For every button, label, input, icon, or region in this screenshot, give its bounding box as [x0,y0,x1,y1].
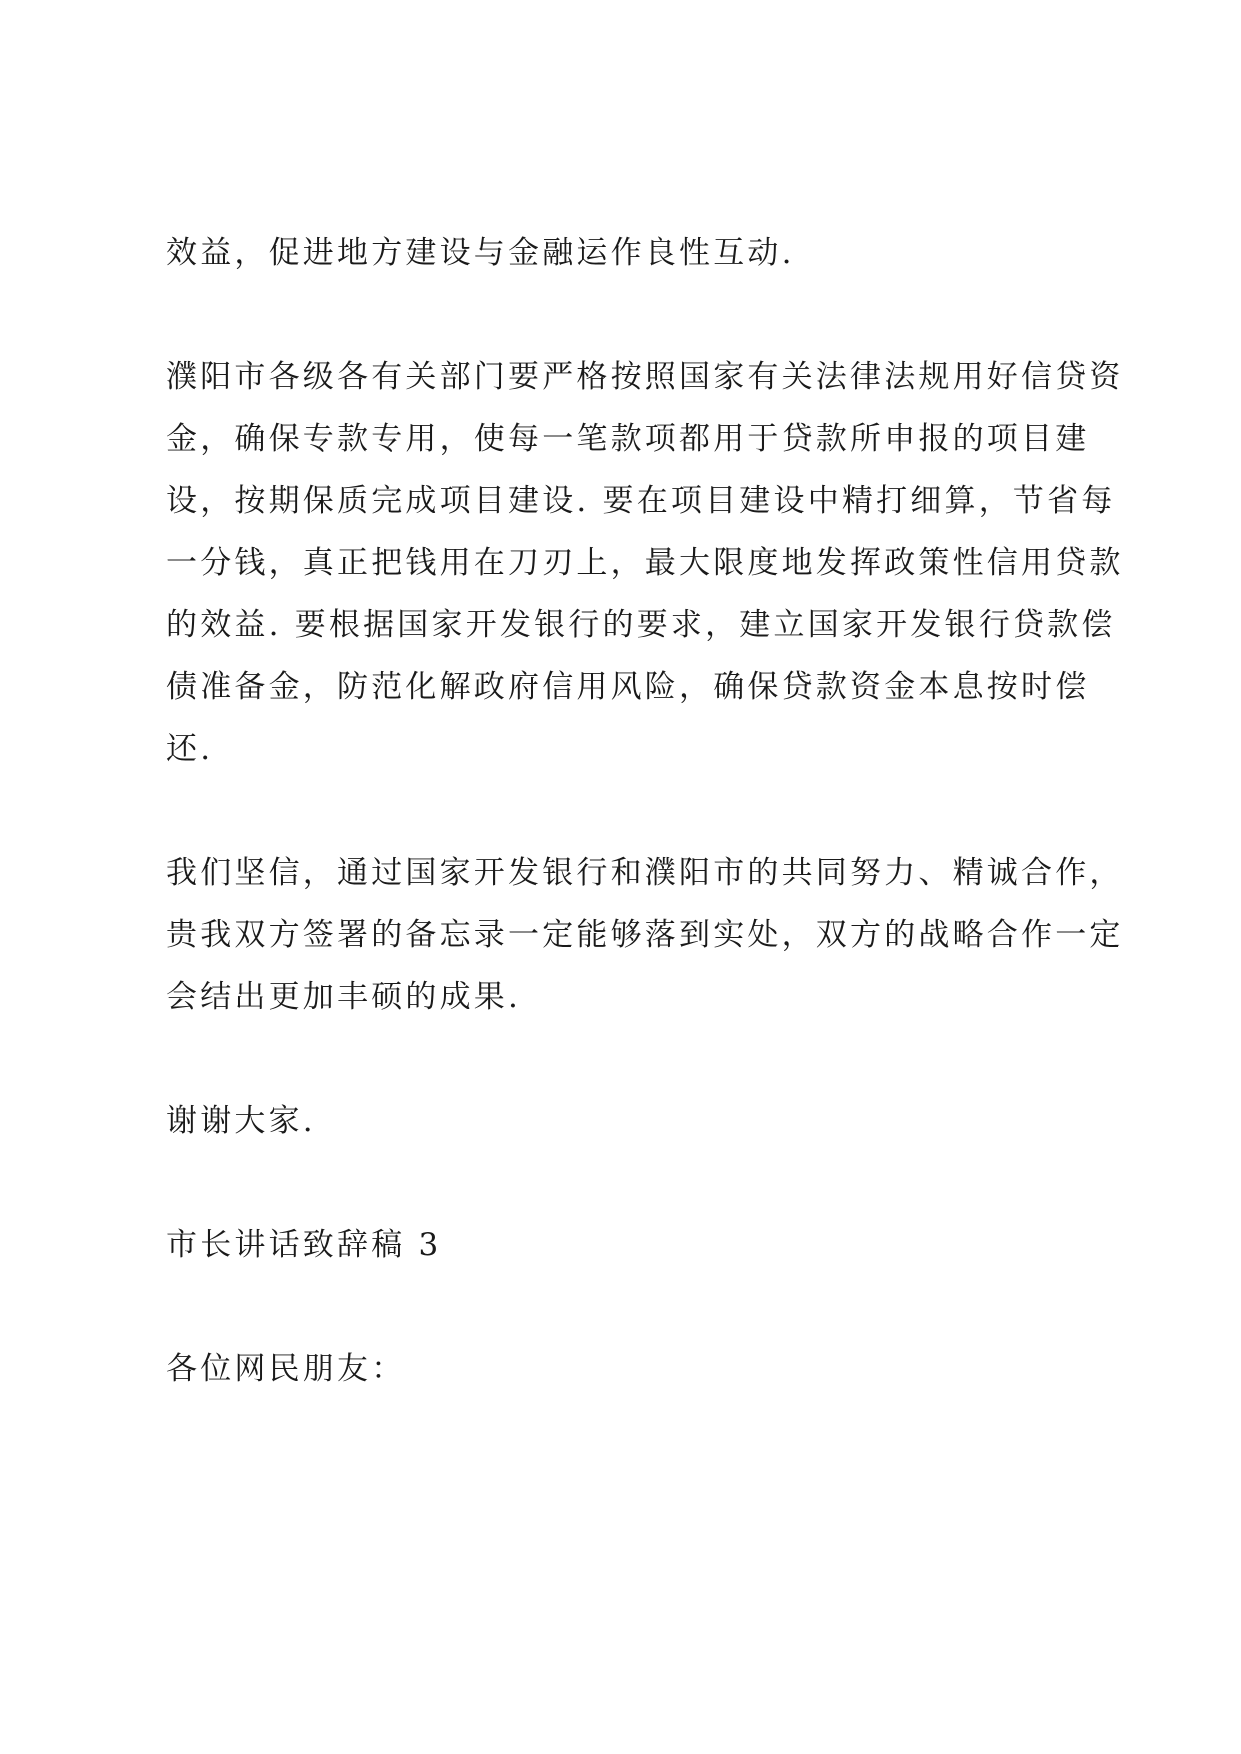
text-line: 谢谢大家. [166,1103,316,1139]
text-line: 市长讲话致辞稿 3 [166,1227,442,1263]
paragraph-salutation [166,1338,1096,1400]
text-line: 濮阳市各级各有关部门要严格按照国家有关法律法规用好信贷资 [166,359,1124,395]
section-heading [166,1214,1096,1276]
text-line: 设，按期保质完成项目建设. 要在项目建设中精打细算，节省每 [166,483,1116,519]
text-line: 债准备金，防范化解政府信用风险，确保贷款资金本息按时偿 [166,669,1090,705]
text-line: 金，确保专款专用，使每一笔款项都用于贷款所申报的项目建 [166,421,1090,457]
paragraph-thanks [166,1090,1096,1152]
text-line: 我们坚信，通过国家开发银行和濮阳市的共同努力、精诚合作， [166,855,1124,891]
paragraph-closing-benefits [166,222,1096,284]
text-line: 会结出更加丰硕的成果. [166,979,522,1015]
paragraph-fund-usage [166,346,1124,780]
text-line: 贵我双方签署的备忘录一定能够落到实处，双方的战略合作一定 [166,917,1124,953]
text-line: 的效益. 要根据国家开发银行的要求，建立国家开发银行贷款偿 [166,607,1116,643]
text-line: 效益，促进地方建设与金融运作良性互动. [166,235,795,271]
text-line: 一分钱，真正把钱用在刀刃上，最大限度地发挥政策性信用贷款 [166,545,1124,581]
text-line: 各位网民朋友： [166,1351,406,1387]
paragraph-confidence [166,842,1124,1028]
text-line: 还. [166,731,214,767]
